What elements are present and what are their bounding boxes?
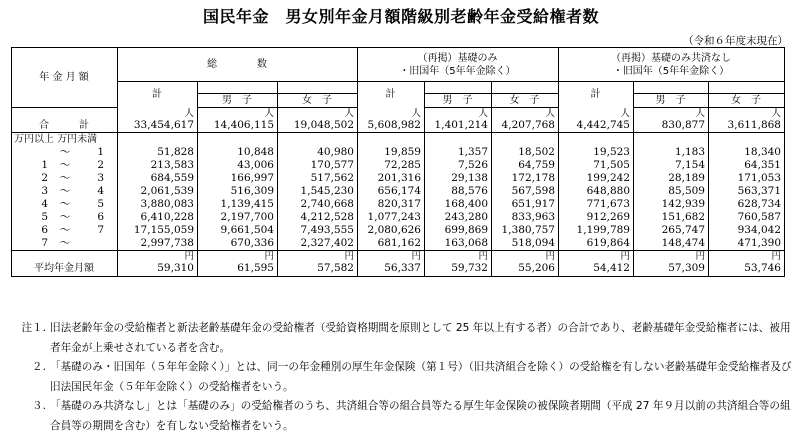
table-cell: 172,178 [492,172,559,185]
range-label: 4 ～ 5 [12,198,118,211]
table-cell: 2,061,539 [118,185,198,198]
table-row [12,198,785,211]
table-cell: 199,242 [559,172,634,185]
table-cell: 760,587 [709,211,785,224]
group-kiso-header: （再掲）基礎のみ ・旧国年（5年年金除く） [358,48,559,82]
table-cell: 1,077,243 [358,211,425,224]
table-row [12,159,785,172]
table-cell: 912,269 [559,211,634,224]
table-row [12,224,785,237]
table-cell: 213,583 [118,159,198,172]
table-cell: 51,828 [118,146,198,159]
table-cell: 168,400 [425,198,492,211]
average-row: 平均年金月額 59,310 61,595 57,582 56,337 59,732 55,206 54,412 57,309 53,746 [12,262,785,276]
table-cell: 4,212,528 [278,211,358,224]
col-male-3: 男 子 [634,94,709,108]
table-cell: 567,598 [492,185,559,198]
range-label: 3 ～ 4 [12,185,118,198]
table-cell: 19,859 [358,146,425,159]
group-kiso-nokyosai-header: （再掲）基礎のみ共済なし ・旧国年（5年年金除く） [559,48,785,82]
table-cell: 516,309 [198,185,278,198]
table-cell: 518,094 [492,237,559,251]
page-title: 国民年金 男女別年金月額階級別老齢年金受給権者数 [202,7,599,26]
range-label: 2 ～ 3 [12,172,118,185]
table-cell: 163,068 [425,237,492,251]
range-label: 5 ～ 6 [12,211,118,224]
table-cell: 243,280 [425,211,492,224]
table-row [12,146,785,159]
table-cell: 9,661,504 [198,224,278,237]
table-cell: 1,139,415 [198,198,278,211]
table-cell: 88,576 [425,185,492,198]
range-header: 万円以上 万円未満 [12,133,118,147]
table-cell: 6,410,228 [118,211,198,224]
table-cell: 19,523 [559,146,634,159]
footnotes [10,319,795,436]
pension-table: 年 金 月 額 総 数 （再掲）基礎のみ ・旧国年（5年年金除く） （再掲）基礎のみ共済なし ・旧国年（5年年金除く） 計 計 計 男 子 女 子 男 子 女 子 男 子 女 子 人 人 人 人 人 人 人 人 人 合 計 33,454,617 14,406,115 19,048,502 5,608,982 1,401,214 4,207,768 4,442,745 830,877 3,611,868 万円以上 万円未満 ～ 1 51,828 10,848 40,980 19,859 1,357 18,502 19,523 1,183 18,340 1 ～ 2 213,583 43,006 170,577 72,285 7,526 64,759 71,505 7,154 64,351 2 ～ 3 684,559 166,997 517,562 201,316 29,138 172,178 199,242 28,189 171,053 3 ～ 4 2,061,539 516,309 1,545,230 656,174 88,576 567,598 648,880 85,509 563,371 4 ～ 5 3,880,083 1,139,415 2,740,668 820,317 168,400 651,917 771,673 142,939 628,734 5 ～ 6 6,410,228 2,197,700 4,212,528 1,077,243 243,280 833,963 912,269 151,682 760,587 6 ～ 7 17,155,059 9,661,504 7,493,555 2,080,626 699,869 1,380,757 1,199,789 265,747 934,042 7 ～ 2,997,738 670,336 2,327,402 681,162 163,068 518,094 619,864 148,474 471,390 円 円 円 円 円 円 円 円 円 平均年金月額 59,310 61,595 57,582 56,337 59,732 55,206 54,412 57,309 53,746 [11,47,785,277]
table-cell: 2,327,402 [278,237,358,251]
col-female-2: 女 子 [492,94,559,108]
table-cell: 517,562 [278,172,358,185]
table-cell: 148,474 [634,237,709,251]
table-cell: 17,155,059 [118,224,198,237]
table-cell: 1,545,230 [278,185,358,198]
table-cell: 1,380,757 [492,224,559,237]
col-female-3: 女 子 [709,94,785,108]
table-cell: 142,939 [634,198,709,211]
table-cell: 670,336 [198,237,278,251]
table-cell: 820,317 [358,198,425,211]
table-cell: 85,509 [634,185,709,198]
as-of-date-note: （令和６年度末現在） [683,35,788,47]
table-cell: 681,162 [358,237,425,251]
table-cell: 1,183 [634,146,709,159]
table-cell: 40,980 [278,146,358,159]
col-male-2: 男 子 [425,94,492,108]
table-row [12,211,785,224]
table-cell: 628,734 [709,198,785,211]
table-row [12,172,785,185]
table-cell: 7,526 [425,159,492,172]
col-kei-1: 計 [118,82,198,108]
table-cell: 563,371 [709,185,785,198]
table-cell: 18,502 [492,146,559,159]
table-cell: 170,577 [278,159,358,172]
table-cell: 2,080,626 [358,224,425,237]
table-cell: 201,316 [358,172,425,185]
footnote: ２. 「基礎のみ・旧国年（５年年金除く）」とは、同一の年金種別の厚生年金保険（第１号）（旧共済組合を除く）の受給権を有しない老齢基礎年金受給権者及び旧法国民年金（５年年金除く）の受給権者をいう。 [32,361,792,393]
col-female-1: 女 子 [278,94,358,108]
table-cell: 651,917 [492,198,559,211]
average-label: 平均年金月額 [12,262,118,276]
col-kei-3: 計 [559,82,634,108]
row-header: 年 金 月 額 [12,48,118,108]
table-cell: 71,505 [559,159,634,172]
total-row: 合 計 33,454,617 14,406,115 19,048,502 5,608,982 1,401,214 4,207,768 4,442,745 830,877 3,611,868 [12,119,785,133]
table-cell: 7,493,555 [278,224,358,237]
group-total-header: 総 数 [118,48,358,82]
col-kei-2: 計 [358,82,425,108]
table-cell: 1,199,789 [559,224,634,237]
table-cell: 2,740,668 [278,198,358,211]
table-cell: 934,042 [709,224,785,237]
table-cell: 10,848 [198,146,278,159]
footnote: ３. 「基礎のみ共済なし」とは「基礎のみ」の受給権者のうち、共済組合等の組合員等たる厚生年金保険の被保険者期間（平成 27 年９月以前の共済組合等の組合員等の期間を含む）を有しない受給権者をいう。 [32,400,791,432]
table-cell: 648,880 [559,185,634,198]
table-cell: 471,390 [709,237,785,251]
table-cell: 151,682 [634,211,709,224]
table-cell: 166,997 [198,172,278,185]
table-row [12,185,785,198]
table-cell: 64,759 [492,159,559,172]
table-cell: 64,351 [709,159,785,172]
range-label: 1 ～ 2 [12,159,118,172]
table-cell: 265,747 [634,224,709,237]
table-cell: 3,880,083 [118,198,198,211]
footnote: 注１. 旧法老齢年金の受給権者と新法老齢基礎年金の受給権者（受給資格期間を原則として 25 年以上有する者）の合計であり、老齢基礎年金受給権者には、被用者年金が上乗せされている者を含む。 [21,322,791,354]
range-label: 7 ～ [12,237,118,251]
table-cell: 1,357 [425,146,492,159]
table-cell: 29,138 [425,172,492,185]
total-label: 合 計 [12,119,118,133]
table-cell: 72,285 [358,159,425,172]
range-label: ～ 1 [12,146,118,159]
table-cell: 2,197,700 [198,211,278,224]
table-cell: 656,174 [358,185,425,198]
col-male-1: 男 子 [198,94,278,108]
table-row [12,237,785,251]
table-cell: 619,864 [559,237,634,251]
table-cell: 833,963 [492,211,559,224]
table-cell: 18,340 [709,146,785,159]
table-cell: 171,053 [709,172,785,185]
table-cell: 771,673 [559,198,634,211]
table-cell: 7,154 [634,159,709,172]
table-cell: 43,006 [198,159,278,172]
range-label: 6 ～ 7 [12,224,118,237]
table-cell: 2,997,738 [118,237,198,251]
table-cell: 684,559 [118,172,198,185]
table-cell: 28,189 [634,172,709,185]
table-cell: 699,869 [425,224,492,237]
